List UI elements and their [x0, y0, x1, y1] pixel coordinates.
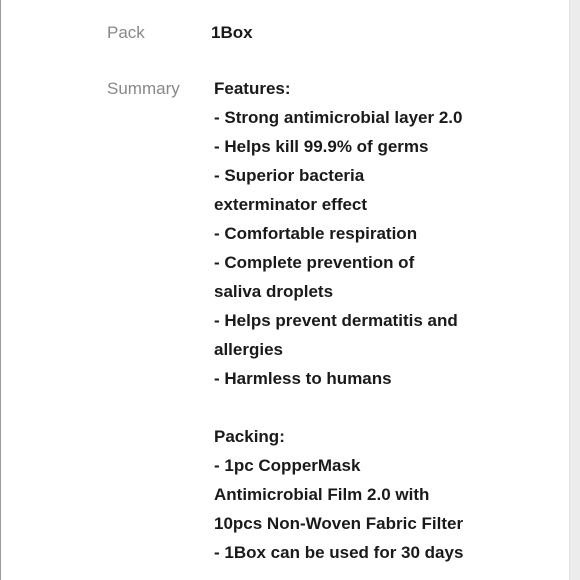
- pack-value: 1Box: [211, 23, 253, 42]
- feature-item: - Strong antimicrobial layer 2.0: [214, 108, 463, 127]
- spacer: [214, 393, 464, 422]
- pack-label: Pack: [107, 23, 145, 42]
- feature-item: - Complete prevention of saliva droplets: [214, 253, 415, 301]
- packing-item: - 1Box can be used for 30 days: [214, 543, 464, 562]
- feature-item: - Superior bacteria exterminator effect: [214, 166, 368, 214]
- summary-label: Summary: [107, 79, 180, 98]
- packing-item: - 1pc CopperMask Antimicrobial Film 2.0 with 10pcs Non-Woven Fabric Filter: [214, 456, 464, 533]
- feature-item: - Helps prevent dermatitis and allergies: [214, 311, 458, 359]
- features-heading: Features:: [214, 79, 291, 98]
- scrollbar-gutter[interactable]: [569, 0, 580, 580]
- panel-left-border: [0, 0, 1, 580]
- packing-heading: Packing:: [214, 427, 285, 446]
- feature-item: - Helps kill 99.9% of germs: [214, 137, 429, 156]
- feature-item: - Comfortable respiration: [214, 224, 418, 243]
- feature-item: - Harmless to humans: [214, 369, 392, 388]
- summary-value: [214, 74, 464, 567]
